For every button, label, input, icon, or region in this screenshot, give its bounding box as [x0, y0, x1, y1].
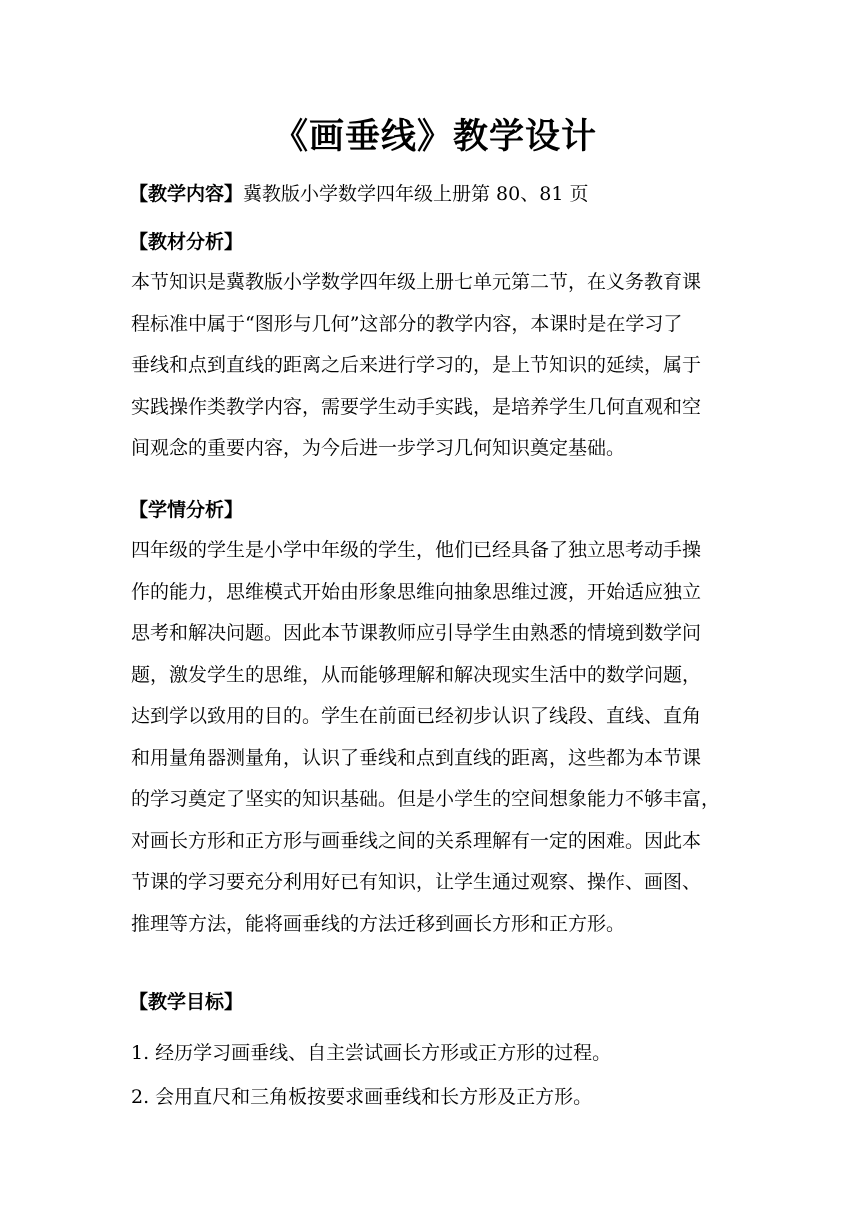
teaching-content-heading: 【教学内容】 [129, 183, 244, 205]
student-analysis-paragraph [131, 530, 741, 945]
teaching-content-row [129, 180, 588, 208]
paragraph-line: 节课的学习要充分利用好已有知识，让学生通过观察、操作、画图、 [131, 871, 702, 893]
paragraph-line: 对画长方形和正方形与画垂线之间的关系理解有一定的困难。因此本 [131, 829, 702, 852]
textbook-analysis-heading: 【教材分析】 [129, 231, 244, 253]
teaching-goals-heading: 【教学目标】 [129, 991, 244, 1013]
paragraph-line: 四年级的学生是小学中年级的学生，他们已经具备了独立思考动手操 [131, 539, 702, 561]
textbook-analysis-paragraph [131, 262, 741, 470]
paragraph-line: 达到学以致用的目的。学生在前面已经初步认识了线段、直线、直角 [131, 705, 702, 727]
goal-item: 2. 会用直尺和三角板按要求画垂线和长方形及正方形。 [131, 1086, 593, 1108]
paragraph-line: 本节知识是冀教版小学数学四年级上册七单元第二节，在义务教育课 [131, 271, 702, 293]
paragraph-line: 思考和解决问题。因此本节课教师应引导学生由熟悉的情境到数学问 [131, 622, 702, 644]
paragraph-line: 和用量角器测量角，认识了垂线和点到直线的距离，这些都为本节课 [131, 746, 702, 769]
paragraph-line: 实践操作类教学内容，需要学生动手实践，是培养学生几何直观和空 [131, 395, 702, 418]
document-title: 《画垂线》教学设计 [272, 116, 597, 157]
paragraph-line: 程标准中属于“图形与几何”这部分的教学内容，本课时是在学习了 [131, 312, 683, 335]
paragraph-line: 垂线和点到直线的距离之后来进行学习的，是上节知识的延续，属于 [131, 354, 702, 376]
paragraph-line: 题，激发学生的思维，从而能够理解和解决现实生活中的数学问题， [131, 663, 702, 686]
paragraph-line: 作的能力，思维模式开始由形象思维向抽象思维过渡，开始适应独立 [131, 580, 702, 603]
paragraph-line: 间观念的重要内容，为今后进一步学习几何知识奠定基础。 [131, 437, 626, 459]
teaching-content-text: 冀教版小学数学四年级上册第 80、81 页 [243, 183, 589, 205]
goal-item: 1. 经历学习画垂线、自主尝试画长方形或正方形的过程。 [131, 1042, 612, 1064]
paragraph-line: 的学习奠定了坚实的知识基础。但是小学生的空间想象能力不够丰富， [131, 788, 721, 810]
student-analysis-heading: 【学情分析】 [129, 499, 244, 521]
paragraph-line: 推理等方法，能将画垂线的方法迁移到画长方形和正方形。 [131, 912, 626, 935]
